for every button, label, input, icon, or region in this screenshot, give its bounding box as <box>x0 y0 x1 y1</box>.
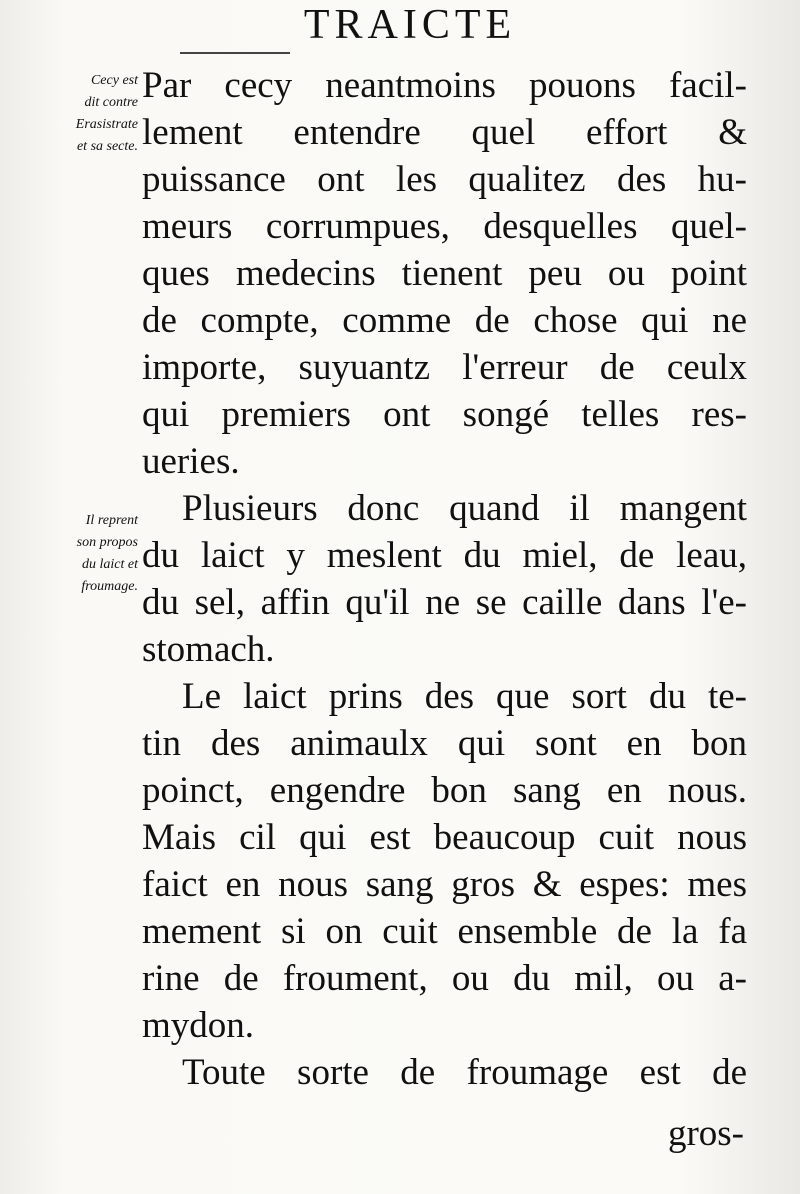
text-line: ueries. <box>142 441 240 482</box>
text-line: ques medecins tienent peu ou point <box>142 253 747 294</box>
text-line: du laict y meslent du miel, de leau, <box>142 535 747 576</box>
text-line: lement entendre quel effort & <box>142 112 747 153</box>
body-text <box>142 62 747 1096</box>
text-line: faict en nous sang gros & espes: mes <box>142 864 747 905</box>
head-rule <box>180 52 290 54</box>
text-line: Par cecy neantmoins pouons facil- <box>142 65 747 106</box>
text-line: puissance ont les qualitez des hu- <box>142 159 747 200</box>
text-line: Toute sorte de froumage est de <box>182 1052 747 1093</box>
running-head: TRAICTE <box>303 2 517 48</box>
margin-note-line: Il reprent <box>85 513 138 528</box>
text-line: mydon. <box>142 1005 255 1046</box>
text-line: Mais cil qui est beaucoup cuit nous <box>142 817 747 858</box>
margin-note-2 <box>20 510 138 598</box>
text-line: rine de froument, ou du mil, ou a- <box>142 958 747 999</box>
text-line: poinct, engendre bon sang en nous. <box>142 770 747 811</box>
text-line: du sel, affin qu'il ne se caille dans l'e- <box>142 582 747 623</box>
text-line: Le laict prins des que sort du te- <box>182 676 747 717</box>
margin-note-line: et sa secte. <box>76 139 138 154</box>
margin-note-line: Erasistrate <box>75 117 138 132</box>
text-line: de compte, comme de chose qui ne <box>142 300 747 341</box>
text-line: meurs corrumpues, desquelles quel- <box>142 206 747 247</box>
text-line: mement si on cuit ensemble de la fa <box>142 911 747 952</box>
text-line: tin des animaulx qui sont en bon <box>142 723 747 764</box>
margin-note-line: Cecy est <box>90 73 138 88</box>
catchword: gros- <box>667 1113 744 1154</box>
text-line: stomach. <box>142 629 275 670</box>
margin-note-line: dit contre <box>84 95 138 110</box>
text-line: importe, suyuantz l'erreur de ceulx <box>142 347 747 388</box>
text-line: Plusieurs donc quand il mangent <box>182 488 747 529</box>
text-line: qui premiers ont songé telles res- <box>142 394 747 435</box>
margin-note-line: son propos <box>76 535 138 550</box>
margin-note-line: du laict et <box>82 557 138 572</box>
margin-note-line: froumage. <box>81 579 138 594</box>
margin-note-1 <box>20 70 138 158</box>
